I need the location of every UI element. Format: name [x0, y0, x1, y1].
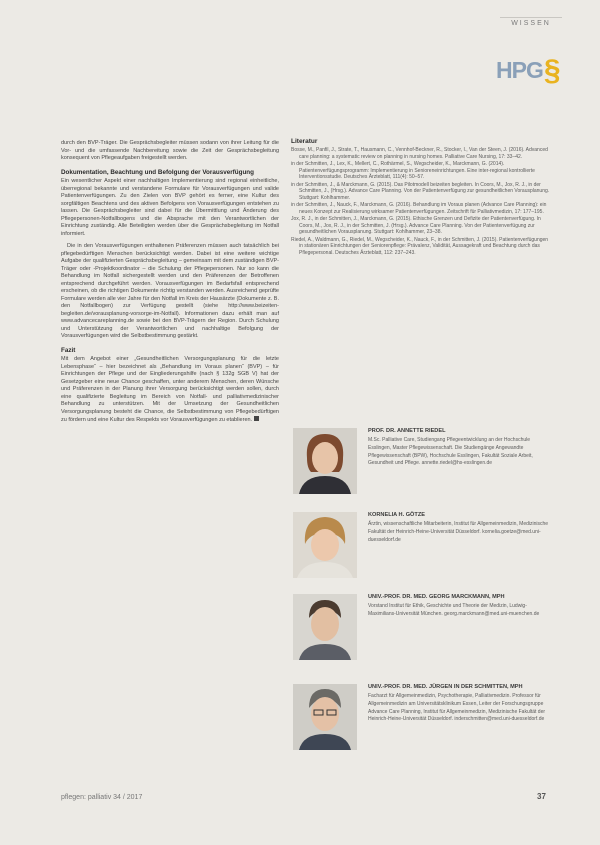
- author-block: [293, 428, 553, 500]
- author-photo: [293, 594, 357, 660]
- author-name: PROF. DR. ANNETTE RIEDEL: [368, 428, 446, 434]
- author-bio: Vorstand Institut für Ethik, Geschichte und Theorie der Medizin, Ludwig-Maximilians-Universität München. georg.marckmann@med.uni-muenchen.de: [368, 603, 540, 617]
- reference-list: [291, 147, 553, 256]
- body-paragraph: Die in den Vorausverfügungen enthaltenen Präferenzen müssen auch tatsächlich bei pflegebedürftigen Menschen berücksichtigt werden. Dabei ist eine weitere wichtige Aufgabe der qualifizierten Gesprächsbegleitung – gemeinsam mit dem zuständigen BVP-Träger oder -Projektkoordinator – die Schulung der Pflegepersonen. Nur so kann die Behandlung im Notfall sichergestellt werden und den Präferenzen der Betroffenen entsprechend durchgeführt werden. Vorausverfügungen im Bedarfsfall entsprechend erscheinen, ob die richtigen Dokumente richtig verstanden werden. Ausreichend geprüfte Formulare werden alle vier Jahre für den Notfall im Kreis der Hausärzte (Dokumente z. B. den Notfallbogen) zur Verfügung gestellt (siehe http://www.beizeiten-begleiten.de/vorausplanung-vorsorge-im-Notfall). Informationen dazu erhält man auf www.advancecareplanning.de sowie bei den BVP-Trägern der Region. Durch Schulung und Unterstützung der Verantwortlichen und nachhaltige Befolgung der Vorausverfügungen wird die Selbstbestimmung gestärkt.: [61, 243, 279, 339]
- intro-paragraph: durch den BVP-Träger. Die Gesprächsbegleiter müssen sodann von ihrer Leitung für die Vor- und die umfassende Nachbereitung sowie die Zeit der Gesprächsbegleitung konsequent von Pflegeaufgaben freigestellt werden.: [61, 140, 279, 161]
- reference-item: Jox, R. J., in der Schmitten, J., Marckmann, G. (2015). Ethische Grenzen und Defizite der Patientenverfügung. In Coors, M., Jox, R. J., in der Schmitten, J. (Hrsg.). Advance Care Planning. Von der Patientenverfügung zur gesundheitlichen Vorausplanung. Stuttgart: Kohlhammer, 23–38.: [291, 216, 541, 235]
- author-photo: [293, 512, 357, 578]
- reference-item: in der Schmitten, J., Nauck, F., Marckmann, G. (2016). Behandlung im Voraus planen (Advance Care Planning): ein neues Konzept zur Realisierung wirksamer Patientenverfügungen. Zeitschrift für Palliativmedizin, 17: 177–195.: [291, 202, 547, 215]
- author-bio: Facharzt für Allgemeinmedizin, Psychotherapie, Palliativmedizin. Professor für Allgemeinmedizin am Universitätsklinikum Essen, Leiter der Forschungsgruppe Advance Care Planning, Institut für Allgemeinmedizin, Medizinische Fakultät der Heinrich-Heine-Universität Düsseldorf. inderschmitten@med.uni-duesseldorf.de: [368, 693, 546, 723]
- left-text-column: [61, 140, 279, 430]
- page-number: 37: [537, 792, 546, 801]
- fazit-paragraph: [61, 356, 279, 425]
- publication-footer: pflegen: palliativ 34 / 2017: [61, 794, 143, 801]
- author-name: KORNELIA H. GÖTZE: [368, 512, 425, 518]
- section-label: WISSEN: [500, 17, 562, 27]
- author-block: [293, 684, 553, 756]
- author-bio: Ärztin, wissenschaftliche Mitarbeiterin, Institut für Allgemeinmedizin, Medizinische Fakultät der Heinrich-Heine-Universität Düsseldorf. kornelia.goetze@med.uni-duesseldorf.de: [368, 521, 549, 543]
- literature-section: [291, 138, 553, 257]
- author-photo: [293, 684, 357, 750]
- body-paragraph: Ein wesentlicher Aspekt einer nachhaltigen Implementierung sind regional einheitliche, überregional bekannte und verstandene Formulare für Vorausverfügungen und valide Patientenverfügungen. Zu den Zielen von BVP gehört es ferner, eine Kultur des sorgfältigen Beachtens und des aktiven Befolgens von Vorausverfügungen entstehen zu lassen. Die Gesprächsbegleiter sind dabei für die Übermittlung und Änderung des Pflegepersonen-Notfallbogens und die Absprache mit den Verantwortlichen der Einrichtung zuständig. Alle Beteiligten werden über die Gesprächsbegleitung im Notfall informiert.: [61, 178, 279, 237]
- literature-heading: Literatur: [291, 138, 318, 145]
- author-bio: M.Sc. Palliative Care, Studiengang Pflegeentwicklung an der Hochschule Esslingen, Master Pflegewissenschaft. Die Studiengänge Angewandte Pflegewissenschaft (BPW), Hochschule Esslingen, Fakultät Soziale Arbeit, Gesundheit und Pflege. annette.riedel@hs-esslingen.de: [368, 437, 533, 467]
- author-name: UNIV.-PROF. DR. MED. GEORG MARCKMANN, MPH: [368, 594, 505, 600]
- reference-item: Riedel, A., Waldmann, G., Riedel, M., Wegscheider, K., Nauck, F., in der Schmitten, J. (2015). Patientenverfügungen in stationären Einrichtungen der Seniorenpflege: Prävalenz, Validität, Aussagekraft und Beachtung durch das Pflegepersonal. Deutsches Ärzteblatt, 112: 237–243.: [291, 236, 549, 256]
- reference-item: Bosse, M., Panfil, J., Strate, T., Hausmann, C., Vennhof-Beckner, R., Stocker, I., Van der Steen, J. (2016). Advanced care planning: a systematic review on planning in nursing homes. Palliative Care Nursing, 17: 33–42.: [291, 147, 548, 160]
- heading-dokumentation: Dokumentation, Beachtung und Befolgung der Vorausverfügung: [61, 168, 254, 176]
- brand-logo: [496, 52, 560, 86]
- reference-item: in der Schmitten, J., Lex, K., Mellert, C., Rothärmel, S., Wegscheider, K., Marckmann, G. (2014). Patientenverfügungsprogramm: Implementierung in Senioreneinrichtungen. Eine inter-regional kontrollierte Interventionsstudie. Deutsches Ärzteblatt, 111(4): 50–57.: [291, 161, 535, 180]
- author-block: [293, 512, 553, 584]
- paragraph-sign-icon: §: [543, 54, 560, 87]
- author-photo: [293, 428, 357, 494]
- fazit-text: Mit dem Angebot einer „Gesundheitlichen Versorgungsplanung für die letzte Lebensphase“ – hier bezeichnet als „Behandlung im Voraus planen“ (BVP) – für Einrichtungen der Pflege und der Eingliederungshilfe (nach § 132g SGB V) hat der Gesetzgeber eine neue Chance geschaffen, unter anderem Menschen, deren Wünsche und Präferenzen in der Planung ihrer Versorgung berücksichtigt werden sollen, durch eine qualifizierte Begleitung im Bereich von Notfall- und palliativmedizinischer Behandlung zu unterstützen. Mit der Umsetzung der Gesundheitlichen Versorgungsplanung besteht die Chance, die Selbstbestimmung von Pflegebedürftigen zu fördern und eine Kultur des Respekts vor Vorausverfügungen zu etablieren.: [61, 356, 279, 423]
- reference-item: in der Schmitten, J., & Marckmann, G. (2015). Das Pilotmodell beizeiten begleiten. In Coors, M., Jox, R. J., in der Schmitten, J., (Hrsg.). Advance Care Planning. Von der Patientenverfügung zur gesundheitlichen Vorausplanung. Stuttgart: Kohlhammer.: [291, 181, 550, 201]
- author-name: UNIV.-PROF. DR. MED. JÜRGEN IN DER SCHMITTEN, MPH: [368, 684, 523, 690]
- end-of-article-mark: [254, 416, 259, 421]
- author-block: [293, 594, 553, 666]
- brand-name: HPG: [496, 57, 543, 83]
- heading-fazit: Fazit: [61, 346, 76, 354]
